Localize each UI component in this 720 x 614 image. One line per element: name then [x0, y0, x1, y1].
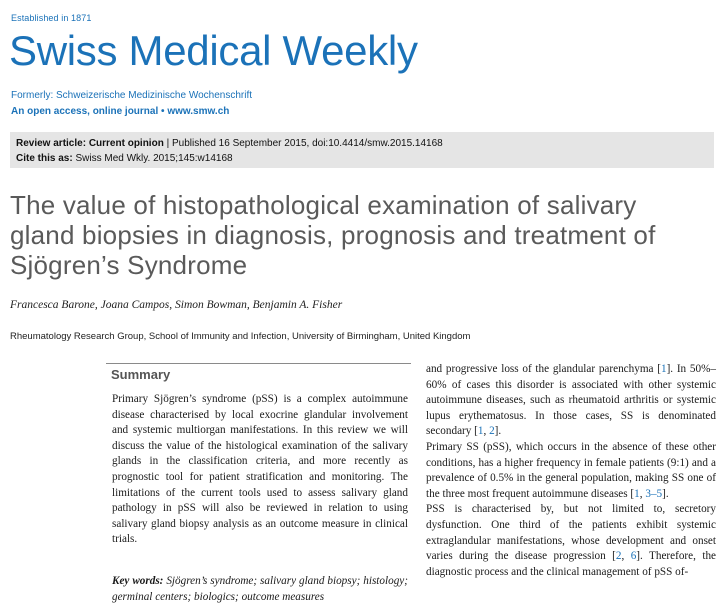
cite-value: Swiss Med Wkly. 2015;145:w14168 — [72, 153, 233, 164]
authors: Francesca Barone, Joana Campos, Simon Bowman, Benjamin A. Fisher — [10, 299, 343, 311]
body-column-2 — [426, 362, 716, 580]
article-title — [10, 190, 710, 280]
citation-box — [10, 132, 714, 168]
reference-link[interactable]: 2 — [615, 550, 622, 563]
reference-separator: , — [639, 487, 646, 500]
paragraph-1-text-a: and progressive loss of the glandular parenchyma [ — [426, 363, 661, 375]
paragraph-1-text-c: ]. — [494, 425, 502, 438]
paragraph-3-text-a: PSS is characterised by, but not limited to, secretory dysfunction. One third of the patients exhibit systemic extraglandular manifestations, whose development and onset varies during the disease progression [ — [426, 503, 716, 563]
reference-link[interactable]: 1 — [477, 425, 484, 438]
keywords — [112, 574, 408, 605]
paragraph-1 — [426, 362, 716, 440]
summary-body: Primary Sjögren’s syndrome (pSS) is a complex autoimmune disease characterised by local exocrine glandular involvement and systemic multiorgan manifestations. In this review we will discuss the value of the histological examination of the salivary glands in the classification criteria, and more recently as prognostic tool for patient stratification and monitoring. The limitations of the current tools used to assess salivary gland pathology in pSS will also be reviewed in relation to using salivary gland biopsy analysis as an outcome measure in clinical trials. — [112, 393, 408, 546]
published-info: | Published 16 September 2015, doi:10.4414/smw.2015.14168 — [163, 138, 443, 149]
review-line — [16, 138, 714, 153]
paragraph-3 — [426, 502, 716, 580]
reference-link[interactable]: 6 — [630, 550, 637, 563]
paragraph-3-text-b: ]. Therefore, the diagnostic process and the clinical management of pSS of- — [426, 550, 717, 578]
review-type-label: Review article: Current opinion — [16, 138, 164, 149]
established-label: Established in 1871 — [11, 13, 92, 23]
summary-divider — [106, 363, 411, 364]
article-title-line-3: Sjögren’s Syndrome — [10, 250, 248, 280]
reference-link[interactable]: 3–5 — [645, 487, 663, 500]
keywords-label: Key words: — [112, 575, 164, 587]
cite-label: Cite this as: — [16, 153, 73, 164]
reference-link[interactable]: 2 — [489, 425, 495, 438]
paragraph-2-text-a: Primary SS (pSS), which occurs in the absence of these other conditions, has a higher frequency in female patients (9:1) and a prevalence of 0.5% in the general population, making SS one of the three most frequent autoimmune diseases [ — [426, 440, 716, 500]
affiliation: Rheumatology Research Group, School of Immunity and Infection, University of Birmingham, United Kingdom — [10, 331, 471, 342]
journal-title: Swiss Medical Weekly — [9, 27, 418, 74]
formerly-label: Formerly: Schweizerische Medizinische Wochenschrift — [11, 90, 253, 101]
reference-link[interactable]: 1 — [634, 487, 640, 500]
summary-heading: Summary — [111, 367, 171, 382]
open-access-label: An open access, online journal • www.smw.ch — [11, 106, 230, 117]
article-title-line-1: The value of histopathological examination of salivary — [10, 190, 637, 220]
paragraph-2-text-b: ]. — [662, 487, 669, 500]
cite-line — [16, 153, 714, 168]
article-title-line-2: gland biopsies in diagnosis, prognosis and treatment of — [10, 220, 656, 250]
reference-link[interactable]: 1 — [660, 363, 667, 375]
reference-separator: , — [621, 550, 631, 563]
paragraph-2 — [426, 440, 716, 502]
paragraph-1-text-b: ]. In 50%–60% of cases this disorder is associated with other systemic autoimmune diseases, such as rheumatoid arthritis or systemic lupus erythematosus. In those cases, SS is denominated secondary [ — [426, 363, 716, 438]
reference-separator: , — [483, 425, 490, 438]
keywords-text: Sjögren’s syndrome; salivary gland biopsy; histology; germinal centers; biologics; outcome measures — [112, 575, 408, 603]
